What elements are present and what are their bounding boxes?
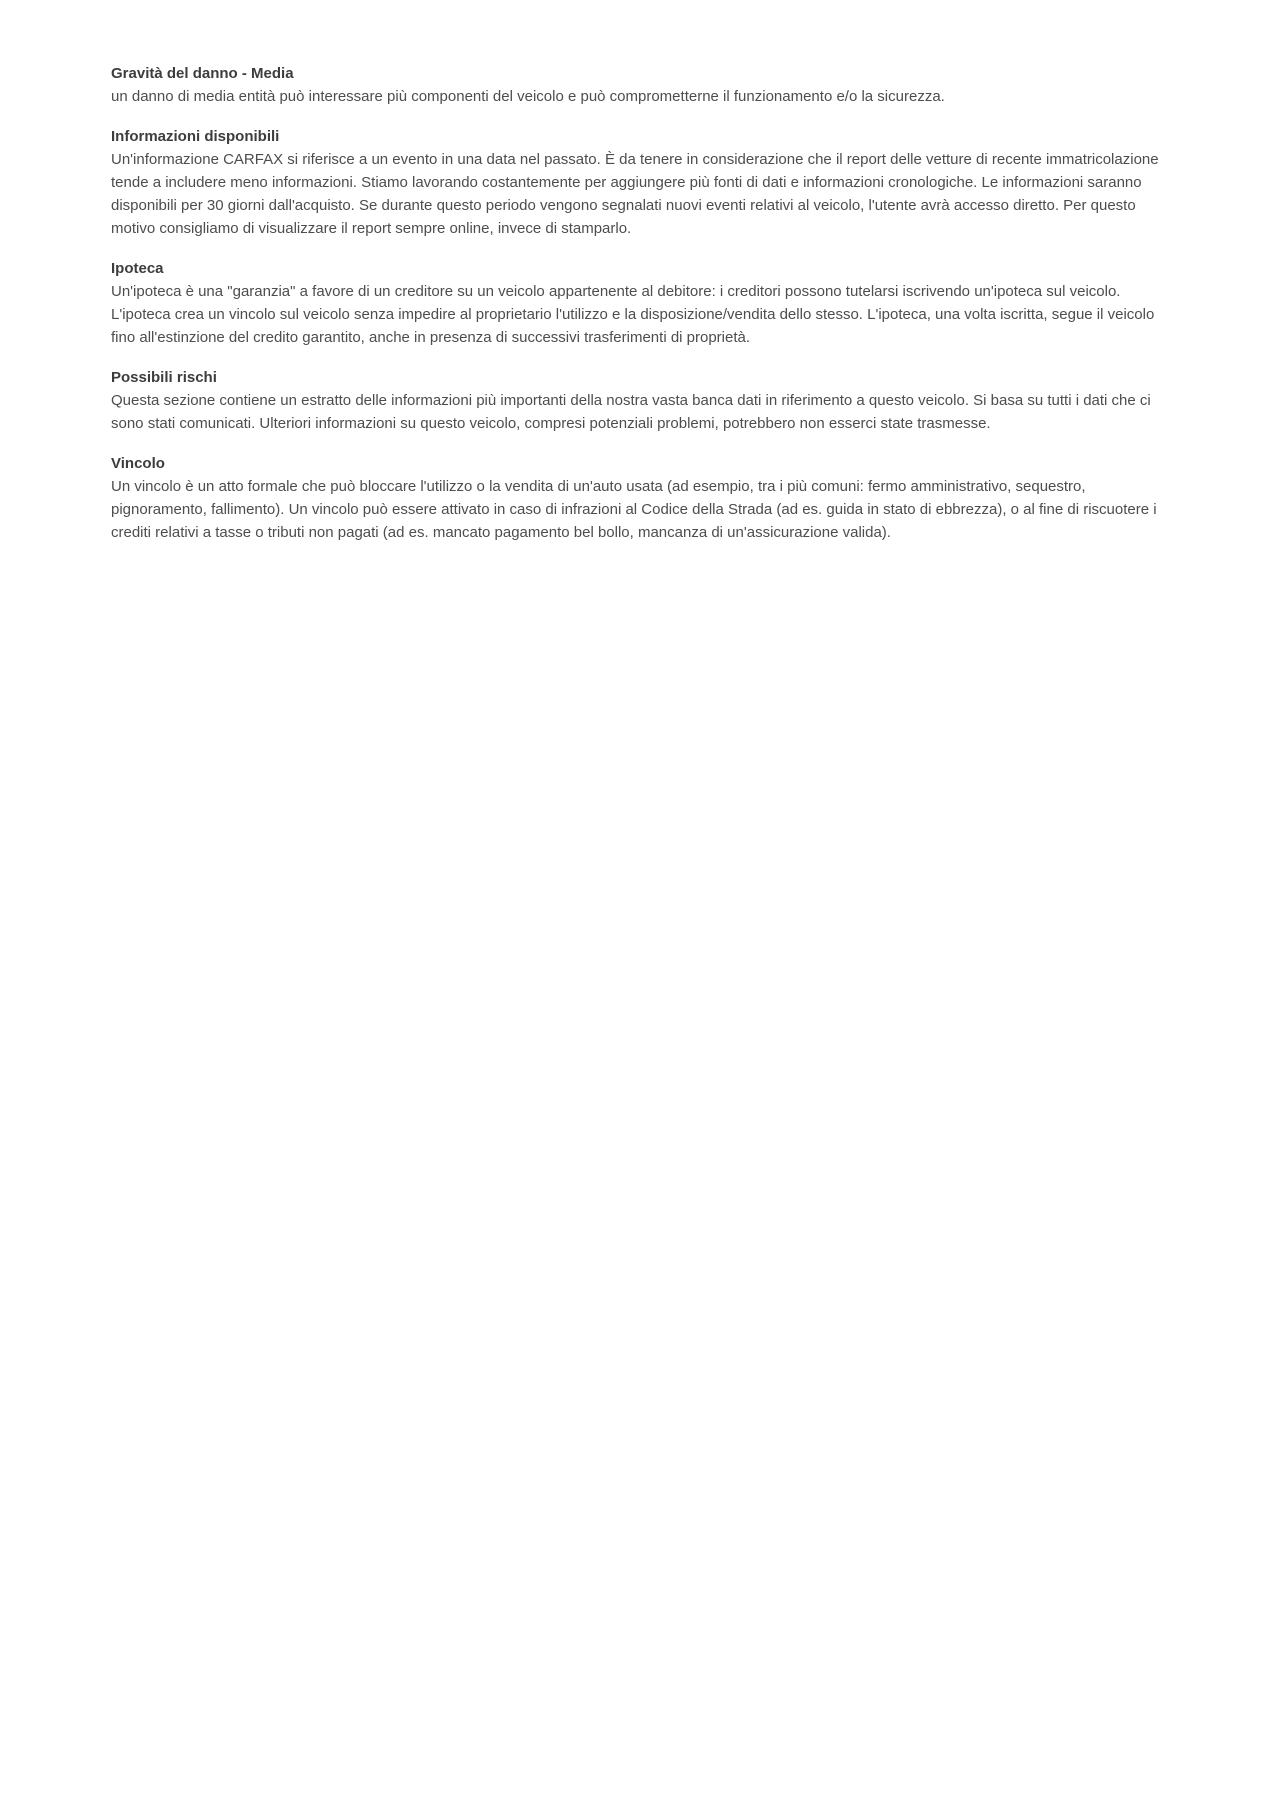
section-text: Un'informazione CARFAX si riferisce a un evento in una data nel passato. È da tenere in considerazione che il report delle vetture di recente immatricolazione tende a includere meno informazioni. Stiamo lavorando costantemente per aggiungere più fonti di dati e informazioni cronologiche. Le informazioni saranno disponibili per 30 giorni dall'acquisto. Se durante questo periodo vengono segnalati nuovi eventi relativi al veicolo, l'utente avrà accesso diretto. Per questo motivo consigliamo di visualizzare il report sempre online, invece di stamparlo.	[111, 151, 1159, 237]
section-title: Possibili rischi	[111, 369, 217, 386]
section-text: un danno di media entità può interessare più componenti del veicolo e può comprometterne il funzionamento e/o la sicurezza.	[111, 88, 945, 105]
section-text: Un'ipoteca è una "garanzia" a favore di un creditore su un veicolo appartenente al debitore: i creditori possono tutelarsi iscrivendo un'ipoteca sul veicolo. L'ipoteca crea un vincolo sul veicolo senza impedire al proprietario l'utilizzo e la disposizione/vendita dello stesso. L'ipoteca, una volta iscritta, segue il veicolo fino all'estinzione del credito garantito, anche in presenza di successivi trasferimenti di proprietà.	[111, 283, 1155, 346]
glossary-page	[111, 62, 1173, 561]
section-gravita-danno	[111, 62, 1173, 108]
section-informazioni-disponibili	[111, 125, 1173, 240]
section-possibili-rischi	[111, 366, 1173, 435]
section-title: Gravità del danno - Media	[111, 65, 294, 82]
section-title: Vincolo	[111, 455, 165, 472]
section-vincolo	[111, 452, 1173, 544]
section-ipoteca	[111, 257, 1173, 349]
section-text: Questa sezione contiene un estratto delle informazioni più importanti della nostra vasta banca dati in riferimento a questo veicolo. Si basa su tutti i dati che ci sono stati comunicati. Ulteriori informazioni su questo veicolo, compresi potenziali problemi, potrebbero non esserci state trasmesse.	[111, 392, 1151, 432]
section-title: Informazioni disponibili	[111, 128, 280, 145]
section-text: Un vincolo è un atto formale che può bloccare l'utilizzo o la vendita di un'auto usata (ad esempio, tra i più comuni: fermo amministrativo, sequestro, pignoramento, fallimento). Un vincolo può essere attivato in caso di infrazioni al Codice della Strada (ad es. guida in stato di ebbrezza), o al fine di riscuotere i crediti relativi a tasse o tributi non pagati (ad es. mancato pagamento bel bollo, mancanza di un'assicurazione valida).	[111, 478, 1157, 541]
section-title: Ipoteca	[111, 260, 164, 277]
